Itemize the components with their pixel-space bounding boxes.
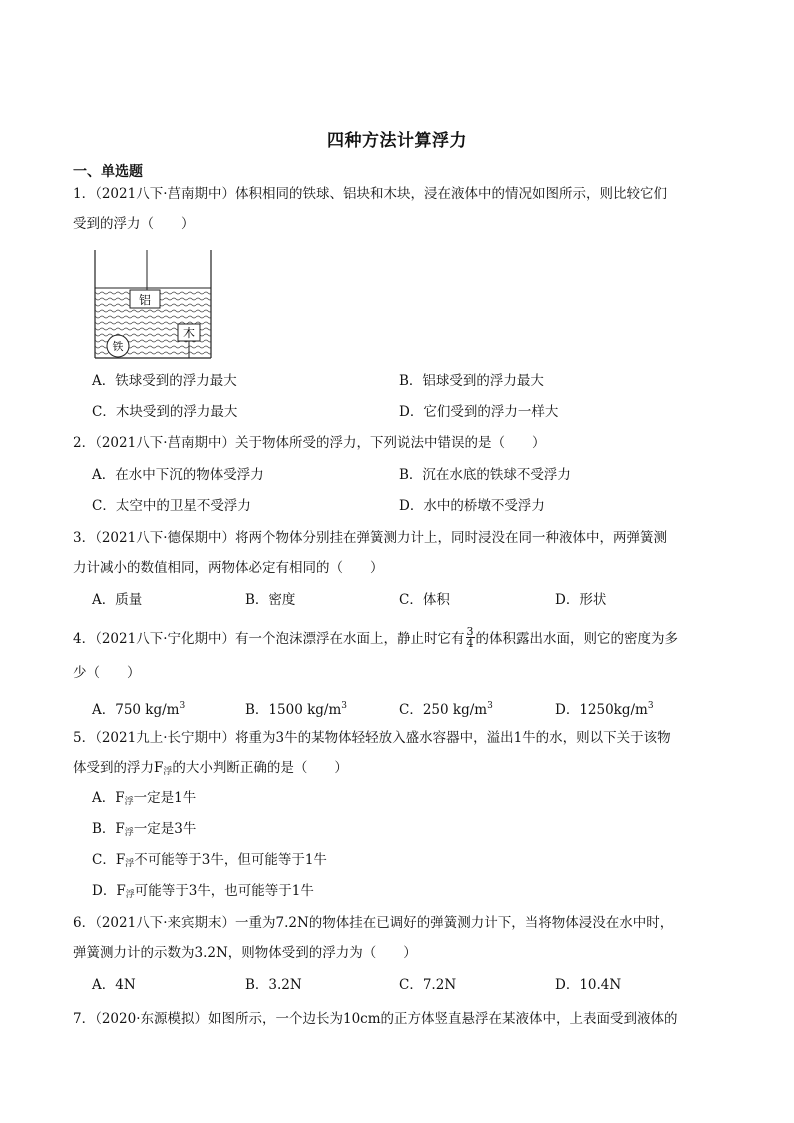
question-1-option-a[interactable]: A．铁球受到的浮力最大 (92, 373, 237, 389)
question-6-line-2: 弹簧测力计的示数为3.2N，则物体受到的浮力为（ ） (73, 945, 417, 961)
question-source: （2021八下·莒南期中） (95, 435, 235, 451)
question-1-line-1 (73, 184, 667, 204)
question-2-option-b[interactable]: B．沉在水底的铁球不受浮力 (399, 467, 571, 483)
liquid-container-figure (92, 248, 214, 360)
question-1-option-b[interactable]: B．铝球受到的浮力最大 (399, 373, 544, 389)
question-1-line-2: 受到的浮力（ ） (73, 216, 195, 232)
question-source: （2020·东源模拟） (95, 1011, 208, 1027)
question-6-option-a[interactable]: A．4N (92, 977, 136, 993)
aluminum-label: 铝 (138, 293, 152, 307)
question-source: （2021九上·长宁期中） (95, 730, 235, 746)
question-5-option-a[interactable]: A．$F_浮$一定是1牛 (92, 790, 197, 807)
question-5-option-b[interactable]: B．$F_浮$一定是3牛 (92, 821, 197, 838)
question-number: 2． (73, 435, 96, 451)
question-number: 6． (73, 915, 96, 931)
question-text: 一重为7.2N的物体挂在已调好的弹簧测力计下，当将物体浸没在水中时， (235, 915, 674, 931)
section-heading: 一、单选题 (73, 164, 143, 180)
question-3-line-2: 力计减小的数值相同，两物体必定有相同的（ ） (73, 560, 384, 576)
question-2-option-a[interactable]: A．在水中下沉的物体受浮力 (92, 467, 264, 483)
question-1-option-c[interactable]: C．木块受到的浮力最大 (92, 404, 238, 420)
question-number: 3． (73, 530, 96, 546)
question-3-line-1 (73, 528, 667, 548)
question-text: 将重为3牛的某物体轻轻放入盛水容器中，溢出1牛的水，则以下关于该物 (235, 730, 671, 746)
page-title: 四种方法计算浮力 (327, 131, 467, 151)
question-number: 1． (73, 186, 96, 202)
question-source: （2021八下·来宾期末） (95, 915, 235, 931)
question-5-option-d[interactable]: D．$F_浮$可能等于3牛，也可能等于1牛 (92, 883, 314, 900)
question-number: 4． (73, 631, 96, 647)
question-source: （2021八下·德保期中） (95, 530, 235, 546)
question-5-line-2: 体受到的浮力$F_浮$的大小判断正确的是（ ） (73, 760, 348, 777)
question-1-option-d[interactable]: D．它们受到的浮力一样大 (399, 404, 559, 420)
question-source: （2021八下·宁化期中） (95, 631, 235, 647)
question-4-option-c[interactable]: C．250 $kg/m^3$ (399, 701, 493, 718)
wood-label: 木 (182, 326, 196, 340)
question-6-option-b[interactable]: B．3.2N (245, 977, 302, 993)
question-6-line-1 (73, 913, 673, 933)
question-2-option-c[interactable]: C．太空中的卫星不受浮力 (92, 498, 251, 514)
question-4-line-1: 4．（2021八下·宁化期中）有一个泡沫漂浮在水面上，静止时它有 $\frac{3}{4}$ 的体积露出水面，则它的密度为多 (73, 625, 678, 650)
question-5-line-1 (73, 728, 671, 748)
question-3-option-b[interactable]: B．密度 (245, 592, 296, 608)
question-6-option-d[interactable]: D．10.4N (555, 977, 622, 993)
question-3-option-c[interactable]: C．体积 (399, 592, 450, 608)
question-text: 将两个物体分别挂在弹簧测力计上，同时浸没在同一种液体中，两弹簧测 (235, 530, 667, 546)
question-4-option-b[interactable]: B．1500 $kg/m^3$ (245, 701, 347, 718)
fraction-three-quarters: $\frac{3}{4}$ (466, 625, 474, 650)
question-4-option-d[interactable]: D．$1250kg/m^3$ (555, 701, 654, 718)
question-5-option-c[interactable]: C．$F_浮$不可能等于3牛，但可能等于1牛 (92, 852, 327, 869)
question-3-option-a[interactable]: A．质量 (92, 592, 143, 608)
question-4-option-a[interactable]: A．750 $kg/m^3$ (92, 701, 186, 718)
question-number: 5． (73, 730, 96, 746)
question-number: 7． (73, 1011, 96, 1027)
question-4-line-2: 少（ ） (73, 665, 141, 681)
question-text: 如图所示，一个边长为10cm的正方体竖直悬浮在某液体中，上表面受到液体的 (208, 1011, 678, 1027)
question-text: 关于物体所受的浮力，下列说法中错误的是（ ） (235, 435, 546, 451)
question-7-line-1 (73, 1009, 678, 1029)
question-3-option-d[interactable]: D．形状 (555, 592, 607, 608)
question-6-option-c[interactable]: C．7.2N (399, 977, 457, 993)
iron-label: 铁 (112, 340, 124, 353)
question-source: （2021八下·莒南期中） (95, 186, 235, 202)
question-text: 体积相同的铁球、铝块和木块，浸在液体中的情况如图所示，则比较它们 (235, 186, 667, 202)
question-2-option-d[interactable]: D．水中的桥墩不受浮力 (399, 498, 545, 514)
question-2-line-1 (73, 433, 546, 453)
